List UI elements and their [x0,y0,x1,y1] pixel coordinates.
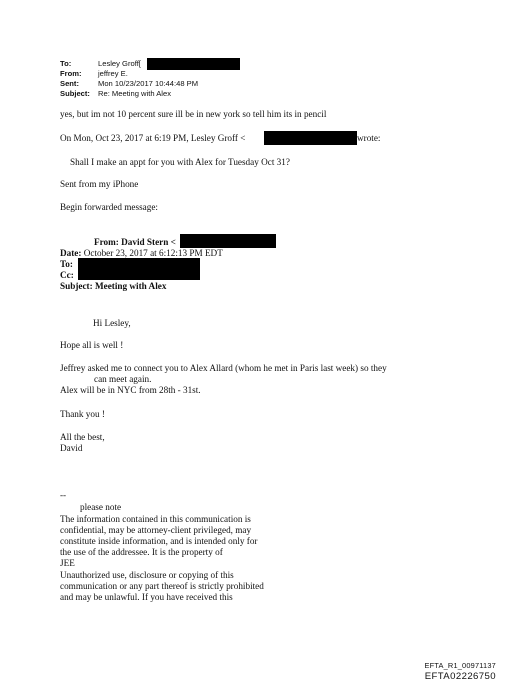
forwarded-subject-value: Meeting with Alex [94,281,167,291]
body-line: Jeffrey asked me to connect you to Alex Allard (whom he met in Paris last week) so they [60,363,387,373]
redaction-box [264,131,357,145]
forward-note: Begin forwarded message: [60,202,158,212]
forwarded-to-label: To: [60,259,73,269]
signature-dashes: -- [60,490,67,500]
disclaimer-line: JEE [60,558,75,568]
disclaimer-line: Unauthorized use, disclosure or copying of this [60,570,234,580]
header-subject-label: Subject: [60,89,90,98]
header-sent-value: Mon 10/23/2017 10:44:48 PM [98,79,199,88]
quote-intro-end: wrote: [357,133,381,143]
quote-intro: On Mon, Oct 23, 2017 at 6:19 PM, Lesley Groff < [60,133,246,143]
disclaimer-note: please note [80,502,122,512]
reply-text: yes, but im not 10 percent sure ill be in new york so tell him its in pencil [60,109,327,119]
redaction-box [78,269,200,280]
forwarded-date-label: Date: [60,248,82,258]
quote-question: Shall I make an appt for you with Alex for Tuesday Oct 31? [70,157,290,167]
forwarded-cc-label: Cc: [60,270,74,280]
disclaimer-line: communication or any part thereof is strictly prohibited [60,581,264,591]
disclaimer-line: and may be unlawful. If you have received this [60,592,233,602]
body-closing: All the best, [60,432,105,442]
redaction-box [180,234,276,248]
header-subject [60,89,171,98]
body-line: can meet again. [94,374,152,384]
disclaimer-line: the use of the addressee. It is the property of [60,547,223,557]
disclaimer-line: constitute inside information, and is intended only for [60,536,258,546]
forwarded-date-value: October 23, 2017 at 6:12:13 PM EDT [83,248,223,258]
document-id-primary: EFTA_R1_00971137 [424,661,496,670]
forwarded-subject-label: Subject: [60,281,93,291]
document-id-secondary: EFTA02226750 [424,671,496,682]
header-from-label: From: [60,69,82,78]
disclaimer-line: confidential, may be attorney-client privileged, may [60,525,252,535]
quote-signature: Sent from my iPhone [60,179,139,189]
header-to-label: To: [60,59,72,68]
header-sent [60,79,198,88]
header-from-value: jeffrey E. [98,69,128,78]
body-line: Hope all is well ! [60,340,124,350]
header-to [60,59,141,68]
forwarded-from: From: David Stern < [94,237,176,247]
body-line: Alex will be in NYC from 28th - 31st. [60,385,201,395]
header-subject-value: Re: Meeting with Alex [98,89,172,98]
forwarded-subject [60,281,166,292]
body-greeting: Hi Lesley, [93,318,131,328]
redaction-box [147,58,240,70]
header-sent-label: Sent: [60,79,79,88]
disclaimer-line: The information contained in this communication is [60,514,251,524]
redaction-box [78,258,200,269]
header-from [60,69,128,78]
body-thanks: Thank you ! [60,409,105,419]
header-to-value: Lesley Groff[ [98,59,141,68]
body-name: David [60,443,83,453]
